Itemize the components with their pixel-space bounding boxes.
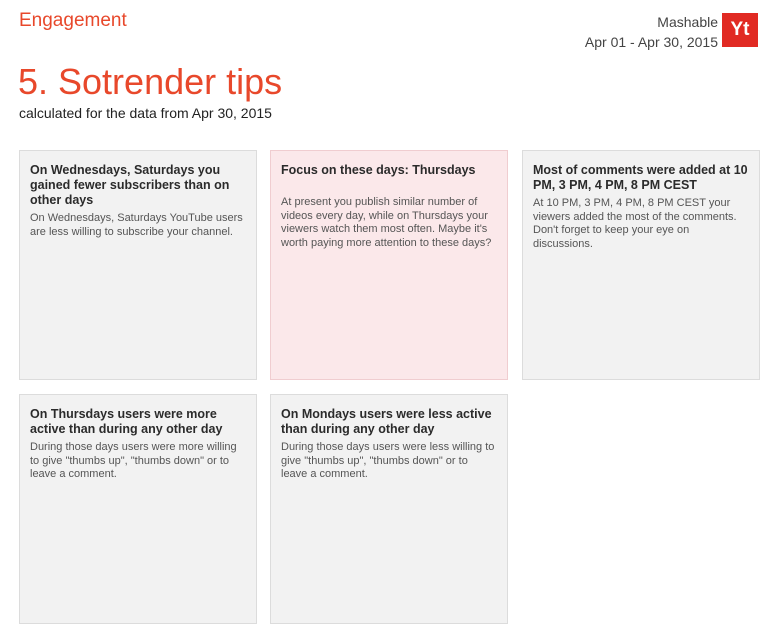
page-title: 5. Sotrender tips [18,61,283,102]
section-label: Engagement [19,10,127,31]
tip-title: Most of comments were added at 10 PM, 3 PM, 4 PM, 8 PM CEST [533,163,748,192]
tip-card [19,394,257,624]
tip-body: During those days users were less willing to give "thumbs up", "thumbs down" or to leave a comment. [281,441,495,480]
tip-body: At present you publish similar number of videos every day, while on Thursdays your viewers watch them most often. Maybe it's worth paying more attention to these days? [281,196,492,249]
tip-body: During those days users were more willing to give "thumbs up", "thumbs down" or to leave a comment. [30,441,237,480]
date-range: Apr 01 - Apr 30, 2015 [584,34,718,50]
account-info [585,12,718,52]
tip-title: Focus on these days: Thursdays [281,163,476,177]
tip-body: At 10 PM, 3 PM, 4 PM, 8 PM CEST your viewers added the most of the comments. Don't forget to keep your eye on discussions. [533,197,737,250]
tip-title: On Mondays users were less active than during any other day [281,407,492,436]
tip-card [19,150,257,380]
tip-card [522,150,760,380]
tip-title: On Wednesdays, Saturdays you gained fewer subscribers than on other days [30,163,230,207]
tip-card-highlighted [270,150,508,380]
youtube-logo-icon: Yt [722,13,758,47]
tip-title: On Thursdays users were more active than during any other day [30,407,223,436]
account-name: Mashable [657,14,718,30]
tip-card [270,394,508,624]
page-subtitle: calculated for the data from Apr 30, 2015 [19,105,272,121]
tip-body: On Wednesdays, Saturdays YouTube users are less willing to subscribe your channel. [30,212,243,238]
